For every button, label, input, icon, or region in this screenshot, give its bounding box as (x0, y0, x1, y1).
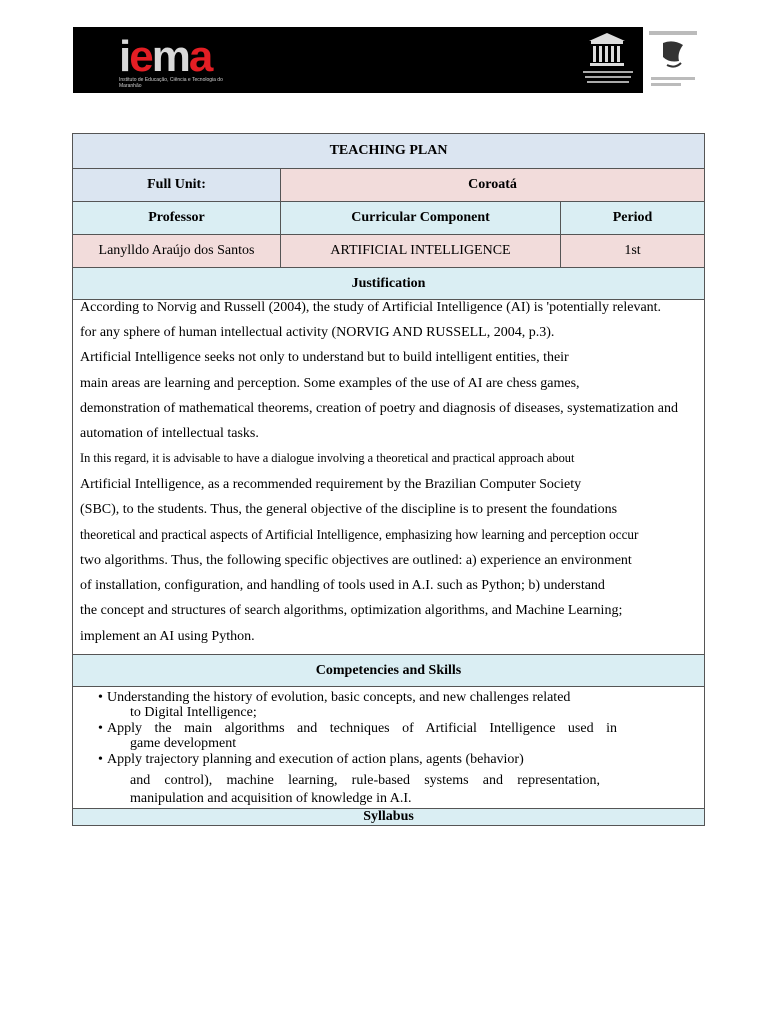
justification-line: of installation, configuration, and handling of tools used in A.I. such as Python; b) understand (80, 577, 605, 593)
competencies-list (73, 687, 704, 808)
justification-line: In this regard, it is advisable to have a dialogue involving a theoretical and practical approach about (80, 451, 575, 466)
full-unit-label: Full Unit: (73, 169, 281, 202)
justification-line: (SBC), to the students. Thus, the general objective of the discipline is to present the foundations (80, 502, 618, 518)
justification-line: main areas are learning and perception. Some examples of the use of AI are chess games, (80, 375, 580, 391)
syllabus-header: Syllabus (73, 809, 705, 826)
justification-line: demonstration of mathematical theorems, creation of poetry and diagnosis of diseases, systematization and (80, 400, 678, 416)
justification-line: According to Norvig and Russell (2004), the study of Artificial Intelligence (AI) is 'potentially relevant. (80, 300, 662, 315)
justification-header: Justification (73, 268, 705, 300)
iema-logo-subtitle: Instituto de Educação, Ciência e Tecnologia do Maranhão (119, 77, 223, 89)
competency-line: to Digital Intelligence; (130, 705, 257, 720)
bullet-icon: • (98, 721, 103, 736)
competency-line: game development (130, 736, 237, 751)
justification-line: the concept and structures of search algorithms, optimization algorithms, and Machine Learning; (80, 603, 623, 619)
bullet-icon: • (98, 690, 103, 705)
component-label: Curricular Component (281, 202, 561, 235)
justification-line: implement an AI using Python. (80, 628, 255, 644)
period-value: 1st (561, 235, 705, 268)
unesco-logo (573, 31, 643, 89)
full-unit-value: Coroatá (281, 169, 705, 202)
iema-logo (95, 31, 223, 91)
justification-line: automation of intellectual tasks. (80, 426, 259, 442)
government-logo-panel (643, 27, 704, 93)
competency-line: Apply trajectory planning and execution of action plans, agents (behavior) (107, 752, 524, 767)
teaching-plan-table (72, 133, 705, 826)
justification-body (73, 300, 705, 655)
header-banner (73, 27, 704, 93)
competency-item (98, 752, 617, 808)
professor-value: Lanylldo Araújo dos Santos (73, 235, 281, 268)
justification-line: Artificial Intelligence seeks not only to understand but to build intelligent entities, their (80, 350, 569, 366)
justification-line: Artificial Intelligence, as a recommended requirement by the Brazilian Computer Society (80, 476, 582, 492)
period-label: Period (561, 202, 705, 235)
component-value: ARTIFICIAL INTELLIGENCE (281, 235, 561, 268)
competency-item (98, 690, 617, 720)
bullet-icon: • (98, 752, 103, 767)
justification-line: two algorithms. Thus, the following specific objectives are outlined: a) experience an environment (80, 552, 632, 568)
competency-line: Understanding the history of evolution, basic concepts, and new challenges related (107, 690, 571, 705)
competencies-body (73, 687, 705, 809)
justification-line: for any sphere of human intellectual activity (NORVIG AND RUSSELL, 2004, p.3). (80, 325, 555, 340)
iema-logo-text: iema (119, 32, 212, 81)
professor-label: Professor (73, 202, 281, 235)
competency-line: Apply the main algorithms and techniques of Artificial Intelligence used in (107, 721, 617, 736)
competency-item (98, 721, 617, 751)
justification-line: theoretical and practical aspects of Artificial Intelligence, emphasizing how learning and perception occur (80, 527, 639, 543)
competencies-header: Competencies and Skills (73, 655, 705, 687)
competency-line: and control), machine learning, rule-based systems and representation, (130, 773, 600, 788)
plan-title: TEACHING PLAN (73, 134, 705, 169)
competency-line: manipulation and acquisition of knowledge in A.I. (130, 791, 412, 806)
